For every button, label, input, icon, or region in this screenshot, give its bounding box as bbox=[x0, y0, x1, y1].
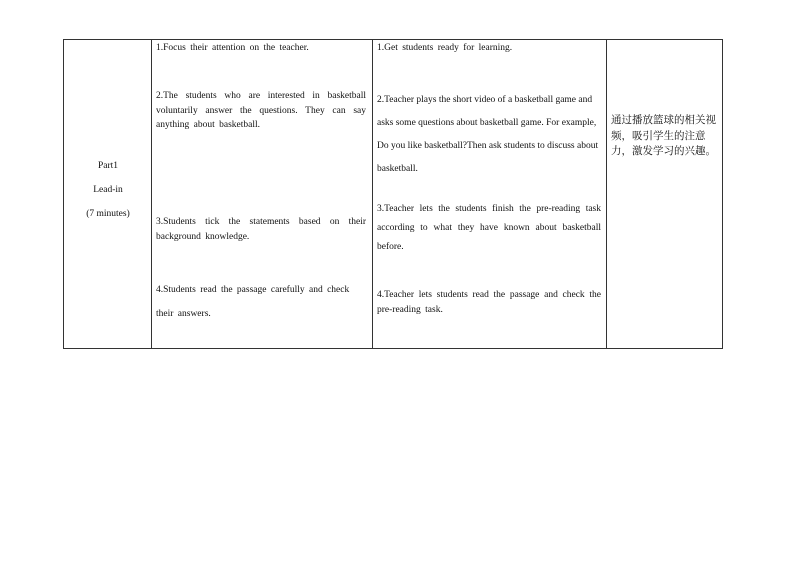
teacher-activity-1: 1.Get students ready for learning. bbox=[377, 43, 513, 53]
teacher-activity-3: 3.Teacher lets the students finish the pre-reading task according to what they have known about basketball before. bbox=[377, 204, 601, 252]
student-activity-3: 3.Students tick the statements based on their background knowledge. bbox=[156, 217, 366, 242]
part-title: Part1 bbox=[97, 161, 119, 171]
teacher-activity-4: 4.Teacher lets students read the passage and check the pre-reading task. bbox=[377, 290, 601, 315]
part-duration: (7 minutes) bbox=[86, 209, 130, 219]
student-activity-4: 4.Students read the passage carefully and check their answers. bbox=[156, 285, 350, 319]
student-activities-column bbox=[152, 40, 373, 348]
lesson-plan-table bbox=[63, 39, 723, 349]
student-activity-1: 1.Focus their attention on the teacher. bbox=[156, 43, 309, 53]
teacher-activity-2: 2.Teacher plays the short video of a basketball game and asks some questions about basketball game. For example, Do you like basketball?Then ask students to discuss about basketball. bbox=[377, 95, 599, 174]
part-column bbox=[64, 40, 152, 348]
student-activity-2: 2.The students who are interested in basketball voluntarily answer the questions. They can say anything about basketball. bbox=[156, 91, 366, 130]
purpose-text: 通过播放篮球的相关视频，吸引学生的注意力，激发学习的兴趣。 bbox=[611, 114, 716, 157]
part-name: Lead-in bbox=[93, 185, 123, 195]
purpose-column bbox=[607, 40, 722, 348]
teacher-activities-column bbox=[373, 40, 607, 348]
